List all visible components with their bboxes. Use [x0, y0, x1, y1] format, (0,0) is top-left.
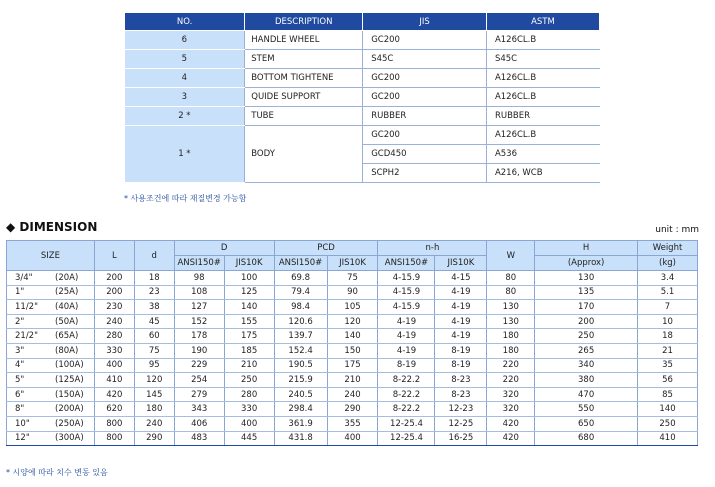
- size-inch: 6": [15, 389, 25, 400]
- cell-nh-jis: 8-23: [435, 373, 487, 388]
- size-nominal: (65A): [55, 331, 79, 342]
- cell-d-small: 18: [134, 271, 174, 286]
- cell-h: 550: [535, 402, 638, 417]
- part-astm: A126CL.B: [486, 69, 599, 88]
- cell-d-small: 145: [134, 387, 174, 402]
- cell-nh-ansi: 4-19: [378, 329, 435, 344]
- header-description: DESCRIPTION: [245, 13, 363, 31]
- cell-w: 220: [487, 358, 535, 373]
- header-no: NO.: [125, 13, 245, 31]
- cell-pcd-jis: 240: [327, 387, 378, 402]
- cell-pcd-jis: 140: [327, 329, 378, 344]
- cell-pcd-ansi: 215.9: [274, 373, 327, 388]
- size-nominal: (50A): [55, 316, 79, 327]
- cell-weight: 85: [638, 387, 698, 402]
- part-jis: GC200: [363, 88, 487, 107]
- cell-weight: 250: [638, 416, 698, 431]
- cell-l: 330: [94, 343, 134, 358]
- cell-size: [7, 285, 95, 300]
- part-jis: GCD450: [363, 145, 487, 164]
- header-h: H: [535, 241, 638, 256]
- cell-d-jis: 400: [224, 416, 274, 431]
- size-inch: 8": [15, 404, 25, 415]
- table-row: [7, 402, 698, 417]
- cell-pcd-ansi: 139.7: [274, 329, 327, 344]
- part-astm: A536: [486, 145, 599, 164]
- cell-d-jis: 330: [224, 402, 274, 417]
- cell-d-ansi: 229: [174, 358, 224, 373]
- size-nominal: (300A): [55, 433, 84, 444]
- size-inch: 5": [15, 374, 25, 385]
- cell-size: [7, 373, 95, 388]
- table-row: [7, 416, 698, 431]
- cell-w: 80: [487, 285, 535, 300]
- header-astm: ASTM: [486, 13, 599, 31]
- diamond-icon: ◆: [6, 220, 16, 234]
- cell-pcd-jis: 355: [327, 416, 378, 431]
- cell-nh-ansi: 4-19: [378, 343, 435, 358]
- part-description: BODY: [245, 126, 363, 183]
- materials-row: [125, 88, 600, 107]
- cell-d-jis: 280: [224, 387, 274, 402]
- cell-pcd-jis: 210: [327, 373, 378, 388]
- table-row: [7, 387, 698, 402]
- size-inch: 21/2": [15, 331, 38, 342]
- cell-h: 650: [535, 416, 638, 431]
- cell-d-ansi: 178: [174, 329, 224, 344]
- cell-d-ansi: 279: [174, 387, 224, 402]
- cell-size: [7, 387, 95, 402]
- cell-w: 180: [487, 343, 535, 358]
- cell-d-jis: 185: [224, 343, 274, 358]
- cell-size: [7, 343, 95, 358]
- cell-pcd-ansi: 79.4: [274, 285, 327, 300]
- cell-h: 200: [535, 314, 638, 329]
- cell-size: [7, 358, 95, 373]
- part-description: TUBE: [245, 107, 363, 126]
- cell-pcd-jis: 400: [327, 431, 378, 446]
- cell-h: 135: [535, 285, 638, 300]
- cell-w: 80: [487, 271, 535, 286]
- cell-nh-ansi: 4-15.9: [378, 271, 435, 286]
- cell-nh-jis: 4-19: [435, 285, 487, 300]
- cell-w: 130: [487, 314, 535, 329]
- cell-w: 420: [487, 416, 535, 431]
- cell-weight: 140: [638, 402, 698, 417]
- cell-weight: 35: [638, 358, 698, 373]
- part-astm: A126CL.B: [486, 126, 599, 145]
- unit-label: unit : mm: [655, 225, 699, 235]
- size-nominal: (200A): [55, 404, 84, 415]
- cell-h: 380: [535, 373, 638, 388]
- cell-weight: 56: [638, 373, 698, 388]
- cell-pcd-ansi: 240.5: [274, 387, 327, 402]
- cell-weight: 18: [638, 329, 698, 344]
- header-pcd: PCD: [274, 241, 378, 256]
- part-description: HANDLE WHEEL: [245, 31, 363, 50]
- header-jis: JIS: [363, 13, 487, 31]
- materials-row-body: [125, 126, 600, 145]
- table-row: [7, 358, 698, 373]
- cell-d-small: 75: [134, 343, 174, 358]
- cell-nh-jis: 4-19: [435, 300, 487, 315]
- materials-header-row: [125, 13, 600, 31]
- cell-pcd-jis: 150: [327, 343, 378, 358]
- part-no: 5: [125, 50, 245, 69]
- cell-nh-jis: 4-19: [435, 314, 487, 329]
- cell-l: 800: [94, 431, 134, 446]
- materials-note: * 사용조건에 따라 재질변경 가능함: [124, 194, 247, 203]
- header-nh: n-h: [378, 241, 487, 256]
- cell-pcd-ansi: 152.4: [274, 343, 327, 358]
- cell-nh-ansi: 8-22.2: [378, 373, 435, 388]
- cell-nh-ansi: 8-22.2: [378, 402, 435, 417]
- cell-d-jis: 100: [224, 271, 274, 286]
- cell-pcd-ansi: 98.4: [274, 300, 327, 315]
- cell-d-jis: 140: [224, 300, 274, 315]
- cell-w: 420: [487, 431, 535, 446]
- cell-d-jis: 250: [224, 373, 274, 388]
- cell-pcd-ansi: 298.4: [274, 402, 327, 417]
- cell-pcd-ansi: 120.6: [274, 314, 327, 329]
- header-size: SIZE: [7, 241, 95, 271]
- cell-d-ansi: 190: [174, 343, 224, 358]
- size-nominal: (40A): [55, 301, 79, 312]
- cell-size: [7, 314, 95, 329]
- header-h-approx: (Approx): [535, 256, 638, 271]
- cell-l: 410: [94, 373, 134, 388]
- cell-d-ansi: 108: [174, 285, 224, 300]
- materials-row: [125, 69, 600, 88]
- table-row: [7, 329, 698, 344]
- cell-l: 200: [94, 285, 134, 300]
- header-d-ansi: ANSI150#: [174, 256, 224, 271]
- cell-d-jis: 125: [224, 285, 274, 300]
- size-nominal: (20A): [55, 272, 79, 283]
- header-l: L: [94, 241, 134, 271]
- cell-d-small: 95: [134, 358, 174, 373]
- cell-size: [7, 329, 95, 344]
- dimension-title: [6, 220, 97, 234]
- cell-d-small: 60: [134, 329, 174, 344]
- cell-d-small: 38: [134, 300, 174, 315]
- cell-d-ansi: 343: [174, 402, 224, 417]
- cell-w: 130: [487, 300, 535, 315]
- part-no: 3: [125, 88, 245, 107]
- cell-h: 680: [535, 431, 638, 446]
- cell-d-small: 240: [134, 416, 174, 431]
- cell-nh-jis: 4-19: [435, 329, 487, 344]
- dimension-table: [6, 240, 698, 446]
- cell-pcd-jis: 75: [327, 271, 378, 286]
- table-row: [7, 300, 698, 315]
- cell-d-ansi: 483: [174, 431, 224, 446]
- part-jis: RUBBER: [363, 107, 487, 126]
- cell-nh-ansi: 12-25.4: [378, 431, 435, 446]
- size-nominal: (125A): [55, 374, 84, 385]
- table-row: [7, 271, 698, 286]
- cell-nh-jis: 12-25: [435, 416, 487, 431]
- cell-size: [7, 431, 95, 446]
- cell-w: 320: [487, 387, 535, 402]
- cell-l: 240: [94, 314, 134, 329]
- part-no: 4: [125, 69, 245, 88]
- cell-l: 800: [94, 416, 134, 431]
- cell-l: 400: [94, 358, 134, 373]
- materials-row: [125, 31, 600, 50]
- cell-h: 470: [535, 387, 638, 402]
- cell-nh-jis: 16-25: [435, 431, 487, 446]
- cell-nh-jis: 4-15: [435, 271, 487, 286]
- cell-d-small: 23: [134, 285, 174, 300]
- cell-nh-ansi: 8-19: [378, 358, 435, 373]
- cell-h: 130: [535, 271, 638, 286]
- cell-d-jis: 445: [224, 431, 274, 446]
- cell-weight: 7: [638, 300, 698, 315]
- cell-d-ansi: 152: [174, 314, 224, 329]
- cell-d-jis: 210: [224, 358, 274, 373]
- size-inch: 10": [15, 418, 30, 429]
- part-astm: RUBBER: [486, 107, 599, 126]
- table-row: [7, 285, 698, 300]
- dimension-note: * 시양에 따라 치수 변동 있음: [6, 468, 108, 477]
- cell-pcd-ansi: 190.5: [274, 358, 327, 373]
- size-inch: 11/2": [15, 301, 38, 312]
- cell-pcd-ansi: 361.9: [274, 416, 327, 431]
- dimension-title-text: DIMENSION: [19, 220, 98, 234]
- cell-nh-jis: 8-23: [435, 387, 487, 402]
- part-jis: GC200: [363, 126, 487, 145]
- size-nominal: (25A): [55, 287, 79, 298]
- cell-pcd-jis: 120: [327, 314, 378, 329]
- size-inch: 4": [15, 360, 25, 371]
- cell-nh-ansi: 8-22.2: [378, 387, 435, 402]
- cell-h: 250: [535, 329, 638, 344]
- cell-d-small: 180: [134, 402, 174, 417]
- header-pcd-ansi: ANSI150#: [274, 256, 327, 271]
- size-inch: 3": [15, 345, 25, 356]
- cell-d-ansi: 254: [174, 373, 224, 388]
- cell-nh-ansi: 4-19: [378, 314, 435, 329]
- cell-w: 320: [487, 402, 535, 417]
- cell-weight: 5.1: [638, 285, 698, 300]
- cell-d-small: 290: [134, 431, 174, 446]
- part-astm: S45C: [486, 50, 599, 69]
- cell-d-small: 45: [134, 314, 174, 329]
- cell-size: [7, 402, 95, 417]
- header-w: W: [487, 241, 535, 271]
- cell-h: 340: [535, 358, 638, 373]
- size-inch: 3/4": [15, 272, 33, 283]
- materials-row: [125, 107, 600, 126]
- cell-size: [7, 416, 95, 431]
- cell-l: 420: [94, 387, 134, 402]
- header-nh-ansi: ANSI150#: [378, 256, 435, 271]
- table-row: [7, 431, 698, 446]
- cell-nh-jis: 12-23: [435, 402, 487, 417]
- size-inch: 2": [15, 316, 25, 327]
- table-row: [7, 373, 698, 388]
- header-d-jis: JIS10K: [224, 256, 274, 271]
- header-pcd-jis: JIS10K: [327, 256, 378, 271]
- part-no: 2 *: [125, 107, 245, 126]
- materials-table: [124, 12, 600, 183]
- part-astm: A126CL.B: [486, 88, 599, 107]
- cell-d-ansi: 406: [174, 416, 224, 431]
- cell-pcd-jis: 175: [327, 358, 378, 373]
- cell-d-small: 120: [134, 373, 174, 388]
- cell-size: [7, 271, 95, 286]
- cell-pcd-jis: 90: [327, 285, 378, 300]
- part-jis: GC200: [363, 69, 487, 88]
- part-description: QUIDE SUPPORT: [245, 88, 363, 107]
- header-d: D: [174, 241, 274, 256]
- cell-d-ansi: 127: [174, 300, 224, 315]
- cell-nh-ansi: 4-15.9: [378, 285, 435, 300]
- cell-w: 220: [487, 373, 535, 388]
- header-d-small: d: [134, 241, 174, 271]
- materials-row: [125, 50, 600, 69]
- size-nominal: (100A): [55, 360, 84, 371]
- part-jis: SCPH2: [363, 164, 487, 183]
- cell-nh-jis: 8-19: [435, 343, 487, 358]
- cell-pcd-jis: 105: [327, 300, 378, 315]
- part-astm: A126CL.B: [486, 31, 599, 50]
- cell-nh-jis: 8-19: [435, 358, 487, 373]
- part-no: 6: [125, 31, 245, 50]
- size-nominal: (150A): [55, 389, 84, 400]
- cell-d-ansi: 98: [174, 271, 224, 286]
- size-nominal: (250A): [55, 418, 84, 429]
- cell-weight: 3.4: [638, 271, 698, 286]
- header-nh-jis: JIS10K: [435, 256, 487, 271]
- cell-h: 265: [535, 343, 638, 358]
- cell-w: 180: [487, 329, 535, 344]
- header-weight-kg: (kg): [638, 256, 698, 271]
- size-nominal: (80A): [55, 345, 79, 356]
- cell-weight: 21: [638, 343, 698, 358]
- cell-pcd-jis: 290: [327, 402, 378, 417]
- table-row: [7, 314, 698, 329]
- cell-d-jis: 155: [224, 314, 274, 329]
- cell-l: 200: [94, 271, 134, 286]
- header-weight: Weight: [638, 241, 698, 256]
- cell-size: [7, 300, 95, 315]
- dimension-body: [7, 271, 698, 446]
- part-jis: S45C: [363, 50, 487, 69]
- cell-l: 230: [94, 300, 134, 315]
- cell-nh-ansi: 12-25.4: [378, 416, 435, 431]
- cell-nh-ansi: 4-15.9: [378, 300, 435, 315]
- part-astm: A216, WCB: [486, 164, 599, 183]
- part-description: BOTTOM TIGHTENE: [245, 69, 363, 88]
- part-jis: GC200: [363, 31, 487, 50]
- dimension-header-row: [7, 241, 698, 256]
- cell-l: 620: [94, 402, 134, 417]
- cell-pcd-ansi: 431.8: [274, 431, 327, 446]
- cell-d-jis: 175: [224, 329, 274, 344]
- size-inch: 12": [15, 433, 30, 444]
- cell-weight: 10: [638, 314, 698, 329]
- cell-pcd-ansi: 69.8: [274, 271, 327, 286]
- part-description: STEM: [245, 50, 363, 69]
- cell-weight: 410: [638, 431, 698, 446]
- cell-l: 280: [94, 329, 134, 344]
- size-inch: 1": [15, 287, 25, 298]
- part-no: 1 *: [125, 126, 245, 183]
- cell-h: 170: [535, 300, 638, 315]
- table-row: [7, 343, 698, 358]
